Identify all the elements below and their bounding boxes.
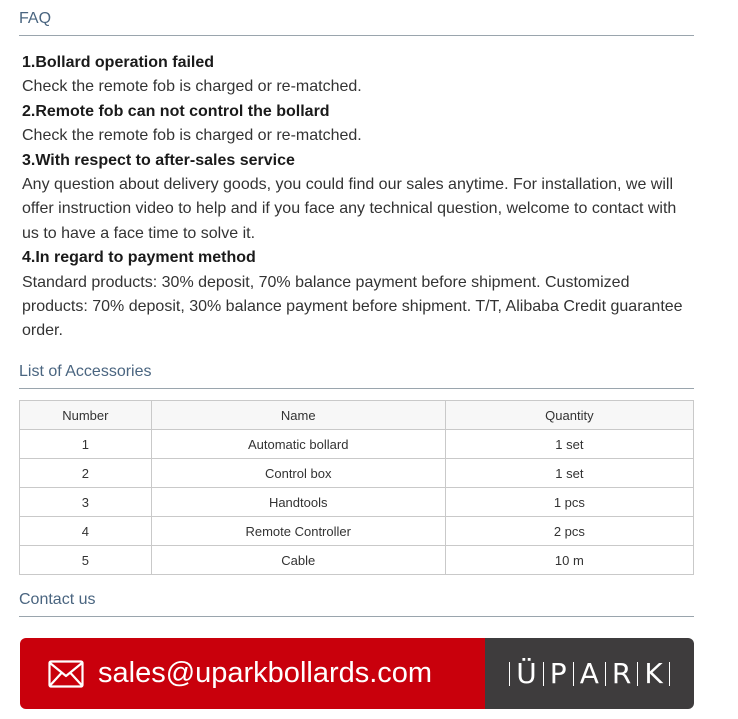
contact-email-link[interactable]: sales@uparkbollards.com: [98, 657, 433, 689]
table-header-row: [20, 401, 694, 430]
faq-answer: Standard products: 30% deposit, 70% balance payment before shipment. Customized products: 70% deposit, 30% balance payment before shipment. T/T, Alibaba Credit guarantee order.: [22, 273, 683, 340]
cell-quantity: 2 pcs: [445, 517, 693, 546]
cell-quantity: 1 set: [445, 459, 693, 488]
table-row: [20, 546, 694, 575]
accessories-section-title: List of Accessories: [19, 362, 694, 389]
faq-question: 3.With respect to after-sales service: [22, 151, 295, 169]
cell-name: Remote Controller: [151, 517, 445, 546]
faq-question: 2.Remote fob can not control the bollard: [22, 102, 330, 120]
cell-number: 1: [20, 430, 152, 459]
cell-quantity: 10 m: [445, 546, 693, 575]
cell-name: Cable: [151, 546, 445, 575]
faq-section-title: FAQ: [19, 9, 694, 36]
email-panel[interactable]: [20, 638, 485, 709]
cell-name: Handtools: [151, 488, 445, 517]
faq-answer: Check the remote fob is charged or re-matched.: [22, 127, 362, 145]
faq-answer: Check the remote fob is charged or re-matched.: [22, 78, 362, 96]
mail-icon: [48, 660, 84, 688]
cell-name: Control box: [151, 459, 445, 488]
cell-number: 3: [20, 488, 152, 517]
cell-quantity: 1 set: [445, 430, 693, 459]
column-header-name: Name: [151, 401, 445, 430]
cell-quantity: 1 pcs: [445, 488, 693, 517]
cell-number: 5: [20, 546, 152, 575]
table-row: [20, 459, 694, 488]
faq-question: 1.Bollard operation failed: [22, 54, 215, 71]
column-header-quantity: Quantity: [445, 401, 693, 430]
faq-list: [22, 51, 694, 344]
logo-panel: [485, 638, 694, 709]
cell-number: 2: [20, 459, 152, 488]
table-row: [20, 517, 694, 546]
cell-name: Automatic bollard: [151, 430, 445, 459]
table-row: [20, 488, 694, 517]
contact-banner[interactable]: [20, 638, 694, 709]
cell-number: 4: [20, 517, 152, 546]
faq-question: 4.In regard to payment method: [22, 249, 256, 267]
faq-answer: Any question about delivery goods, you could find our sales anytime. For installation, we will offer instruction video to help and if you face any technical question, welcome to contact with us to have a face time to solve it.: [22, 176, 677, 242]
column-header-number: Number: [20, 401, 152, 430]
accessories-table: [19, 400, 694, 575]
table-row: [20, 430, 694, 459]
upark-logo: Ü P A R K: [503, 657, 675, 690]
contact-section-title: Contact us: [19, 590, 694, 617]
